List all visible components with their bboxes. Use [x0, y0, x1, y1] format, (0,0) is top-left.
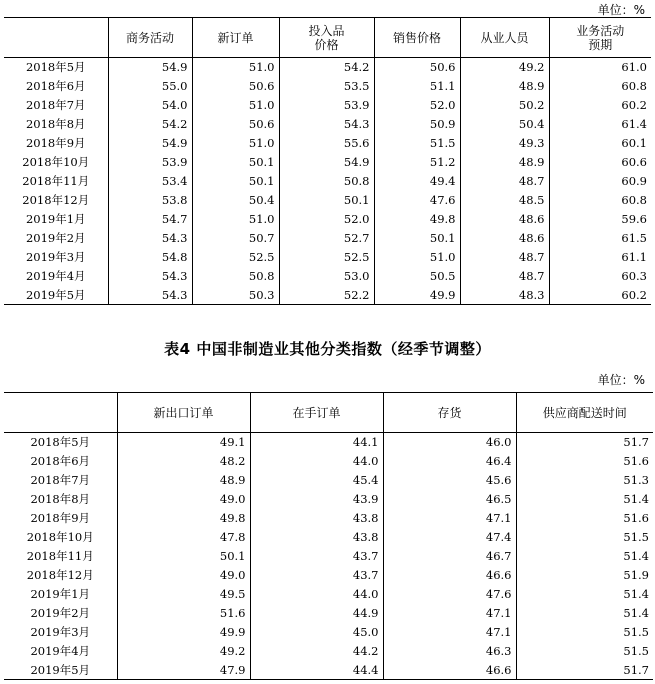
table-cell: 51.7 [516, 433, 653, 452]
table-cell: 54.3 [108, 267, 192, 286]
row-month-label: 2018年12月 [26, 568, 94, 582]
table3-header-business-activity: 商务活动 [108, 18, 192, 58]
table-cell: 51.6 [516, 509, 653, 528]
table-cell: 59.6 [549, 210, 651, 229]
table-cell: 60.3 [549, 267, 651, 286]
table-cell: 44.0 [250, 585, 383, 604]
table-cell: 54.9 [108, 134, 192, 153]
table-row [4, 528, 653, 547]
table-row [4, 115, 651, 134]
row-month-label: 2018年5月 [30, 435, 91, 450]
table-cell: 60.9 [549, 172, 651, 191]
table-cell: 51.4 [516, 585, 653, 604]
table-cell: 51.0 [192, 58, 279, 77]
row-month-label: 2018年8月 [30, 492, 91, 506]
table-cell: 50.5 [374, 267, 460, 286]
table-cell: 61.0 [549, 58, 651, 77]
table-cell: 49.8 [117, 509, 250, 528]
table-row [4, 134, 651, 153]
table4-unit-label: 单位：% [597, 373, 645, 387]
table3-header-input-prices: 投入品 价格 [279, 18, 374, 58]
table-cell: 48.7 [460, 267, 549, 286]
table-cell: 50.4 [192, 191, 279, 210]
table-cell: 50.6 [192, 115, 279, 134]
table3-unit-label: 单位：% [597, 3, 645, 17]
table-cell: 43.7 [250, 566, 383, 585]
table-cell: 54.9 [279, 153, 374, 172]
table-row [4, 661, 653, 680]
table-cell: 50.6 [374, 58, 460, 77]
row-month-label: 2019年4月 [30, 644, 91, 658]
table-cell: 53.8 [108, 191, 192, 210]
table-cell: 46.3 [383, 642, 516, 661]
table3-header-sales-prices: 销售价格 [374, 18, 460, 58]
row-month-label: 2018年5月 [25, 60, 86, 75]
table4-header-row [4, 393, 653, 433]
table-cell: 51.2 [374, 153, 460, 172]
table-cell: 49.4 [374, 172, 460, 191]
table-cell: 51.9 [516, 566, 653, 585]
table-cell: 47.6 [383, 585, 516, 604]
table-cell: 48.7 [460, 248, 549, 267]
table-cell: 48.9 [117, 471, 250, 490]
table3-header-new-orders: 新订单 [192, 18, 279, 58]
table-cell: 54.7 [108, 210, 192, 229]
table-cell: 54.8 [108, 248, 192, 267]
table-cell: 55.6 [279, 134, 374, 153]
row-month-label: 2019年2月 [30, 606, 91, 620]
table-cell: 46.7 [383, 547, 516, 566]
row-month-label: 2018年9月 [25, 136, 86, 150]
table-cell: 51.0 [192, 210, 279, 229]
row-month-label: 2019年3月 [25, 250, 86, 264]
table-row [4, 604, 653, 623]
table-cell: 45.0 [250, 623, 383, 642]
table-cell: 49.0 [117, 490, 250, 509]
table-cell: 51.4 [516, 604, 653, 623]
table-cell: 60.2 [549, 286, 651, 305]
table-row [4, 286, 651, 305]
table-cell: 50.9 [374, 115, 460, 134]
table-cell: 61.4 [549, 115, 651, 134]
table-row [4, 433, 653, 452]
table-cell: 43.8 [250, 528, 383, 547]
table-cell: 50.4 [460, 115, 549, 134]
table-cell: 49.3 [460, 134, 549, 153]
table-row [4, 267, 651, 286]
table-row [4, 547, 653, 566]
table-cell: 53.4 [108, 172, 192, 191]
table4-caption: 表4 中国非制造业其他分类指数（经季节调整） [164, 340, 491, 358]
table-row [4, 229, 651, 248]
table-cell: 54.3 [108, 286, 192, 305]
table-row [4, 191, 651, 210]
table-cell: 50.2 [460, 96, 549, 115]
table-cell: 60.1 [549, 134, 651, 153]
table-cell: 50.1 [192, 153, 279, 172]
table-cell: 52.0 [279, 210, 374, 229]
table-cell: 49.1 [117, 433, 250, 452]
table-cell: 49.8 [374, 210, 460, 229]
table-cell: 61.1 [549, 248, 651, 267]
table3-header-business-expectations: 业务活动 预期 [549, 18, 651, 58]
row-month-label: 2019年2月 [25, 231, 86, 245]
table-cell: 50.1 [117, 547, 250, 566]
table-cell: 54.3 [279, 115, 374, 134]
table-row [4, 153, 651, 172]
table-cell: 50.1 [192, 172, 279, 191]
table-cell: 51.6 [516, 452, 653, 471]
table-cell: 51.6 [117, 604, 250, 623]
table-cell: 51.0 [374, 248, 460, 267]
table-cell: 51.1 [374, 77, 460, 96]
table-cell: 53.9 [108, 153, 192, 172]
table-cell: 46.6 [383, 661, 516, 680]
table-row [4, 248, 651, 267]
table-cell: 60.8 [549, 77, 651, 96]
table-cell: 51.0 [192, 134, 279, 153]
table-cell: 44.4 [250, 661, 383, 680]
table-cell: 48.7 [460, 172, 549, 191]
table-cell: 61.5 [549, 229, 651, 248]
row-month-label: 2019年5月 [30, 662, 91, 677]
table-cell: 54.2 [279, 58, 374, 77]
table-cell: 60.2 [549, 96, 651, 115]
table-cell: 45.6 [383, 471, 516, 490]
table-row [4, 172, 651, 191]
table-cell: 46.4 [383, 452, 516, 471]
table-cell: 45.4 [250, 471, 383, 490]
table-cell: 47.6 [374, 191, 460, 210]
table-cell: 48.2 [117, 452, 250, 471]
table3-header-corner [4, 18, 108, 58]
table-cell: 44.2 [250, 642, 383, 661]
row-month-label: 2019年4月 [25, 269, 86, 283]
table-cell: 51.7 [516, 661, 653, 680]
table4-header-supplier-delivery-time: 供应商配送时间 [516, 393, 653, 433]
row-month-label: 2019年1月 [25, 212, 86, 226]
table-cell: 55.0 [108, 77, 192, 96]
table-cell: 60.8 [549, 191, 651, 210]
table-cell: 47.1 [383, 623, 516, 642]
table-cell: 51.3 [516, 471, 653, 490]
table-cell: 49.2 [460, 58, 549, 77]
table-cell: 49.9 [117, 623, 250, 642]
table-cell: 51.5 [374, 134, 460, 153]
table-cell: 48.9 [460, 153, 549, 172]
table-cell: 54.0 [108, 96, 192, 115]
table-cell: 48.6 [460, 210, 549, 229]
table-cell: 50.8 [279, 172, 374, 191]
row-month-label: 2018年12月 [22, 193, 90, 207]
table-cell: 52.7 [279, 229, 374, 248]
table-row [4, 642, 653, 661]
row-month-label: 2018年8月 [25, 117, 86, 131]
table-cell: 50.1 [279, 191, 374, 210]
table4-header-inventory: 存货 [383, 393, 516, 433]
table-cell: 48.5 [460, 191, 549, 210]
row-month-label: 2018年6月 [25, 79, 86, 93]
table-row [4, 96, 651, 115]
table-cell: 46.6 [383, 566, 516, 585]
table-cell: 43.7 [250, 547, 383, 566]
table-cell: 49.9 [374, 286, 460, 305]
table-cell: 53.0 [279, 267, 374, 286]
table-cell: 50.7 [192, 229, 279, 248]
row-month-label: 2018年11月 [22, 174, 90, 188]
table-cell: 49.5 [117, 585, 250, 604]
table-cell: 50.3 [192, 286, 279, 305]
table-cell: 44.1 [250, 433, 383, 452]
table-cell: 51.5 [516, 642, 653, 661]
table-cell: 47.4 [383, 528, 516, 547]
table-cell: 50.6 [192, 77, 279, 96]
table-cell: 54.3 [108, 229, 192, 248]
table-cell: 48.9 [460, 77, 549, 96]
table-cell: 51.5 [516, 623, 653, 642]
table-cell: 50.1 [374, 229, 460, 248]
row-month-label: 2018年9月 [30, 511, 91, 525]
table-cell: 43.8 [250, 509, 383, 528]
table-cell: 44.9 [250, 604, 383, 623]
table-row [4, 210, 651, 229]
table-row [4, 77, 651, 96]
table-cell: 48.6 [460, 229, 549, 248]
table-cell: 48.3 [460, 286, 549, 305]
table-cell: 51.4 [516, 547, 653, 566]
table-cell: 43.9 [250, 490, 383, 509]
row-month-label: 2018年11月 [26, 549, 94, 563]
table-row [4, 585, 653, 604]
table-cell: 52.5 [279, 248, 374, 267]
row-month-label: 2018年10月 [26, 530, 94, 544]
table4-header-corner [4, 393, 117, 433]
table-row [4, 509, 653, 528]
table3-header-row [4, 18, 651, 58]
table-cell: 47.9 [117, 661, 250, 680]
row-month-label: 2019年3月 [30, 625, 91, 639]
table-cell: 47.8 [117, 528, 250, 547]
row-month-label: 2018年7月 [30, 473, 91, 487]
table-cell: 51.5 [516, 528, 653, 547]
row-month-label: 2018年7月 [25, 98, 86, 112]
row-month-label: 2019年5月 [25, 287, 86, 302]
table-cell: 47.1 [383, 509, 516, 528]
table-cell: 53.5 [279, 77, 374, 96]
table-cell: 52.0 [374, 96, 460, 115]
table-cell: 49.2 [117, 642, 250, 661]
table4-header-backlog-orders: 在手订单 [250, 393, 383, 433]
table-cell: 46.5 [383, 490, 516, 509]
row-month-label: 2018年10月 [22, 155, 90, 169]
table-row [4, 452, 653, 471]
row-month-label: 2019年1月 [30, 587, 91, 601]
table-cell: 44.0 [250, 452, 383, 471]
table4-header-new-export-orders: 新出口订单 [117, 393, 250, 433]
table3-header-employment: 从业人员 [460, 18, 549, 58]
table-cell: 60.6 [549, 153, 651, 172]
table4 [4, 392, 653, 680]
table3 [4, 17, 651, 305]
table-row [4, 58, 651, 77]
table-cell: 50.8 [192, 267, 279, 286]
table-row [4, 490, 653, 509]
table-cell: 46.0 [383, 433, 516, 452]
table-cell: 54.9 [108, 58, 192, 77]
row-month-label: 2018年6月 [30, 454, 91, 468]
table-cell: 51.4 [516, 490, 653, 509]
table-cell: 53.9 [279, 96, 374, 115]
table-cell: 49.0 [117, 566, 250, 585]
table-row [4, 566, 653, 585]
table-cell: 52.5 [192, 248, 279, 267]
table-row [4, 623, 653, 642]
table-cell: 54.2 [108, 115, 192, 134]
table-cell: 51.0 [192, 96, 279, 115]
table-cell: 47.1 [383, 604, 516, 623]
table-cell: 52.2 [279, 286, 374, 305]
table-row [4, 471, 653, 490]
